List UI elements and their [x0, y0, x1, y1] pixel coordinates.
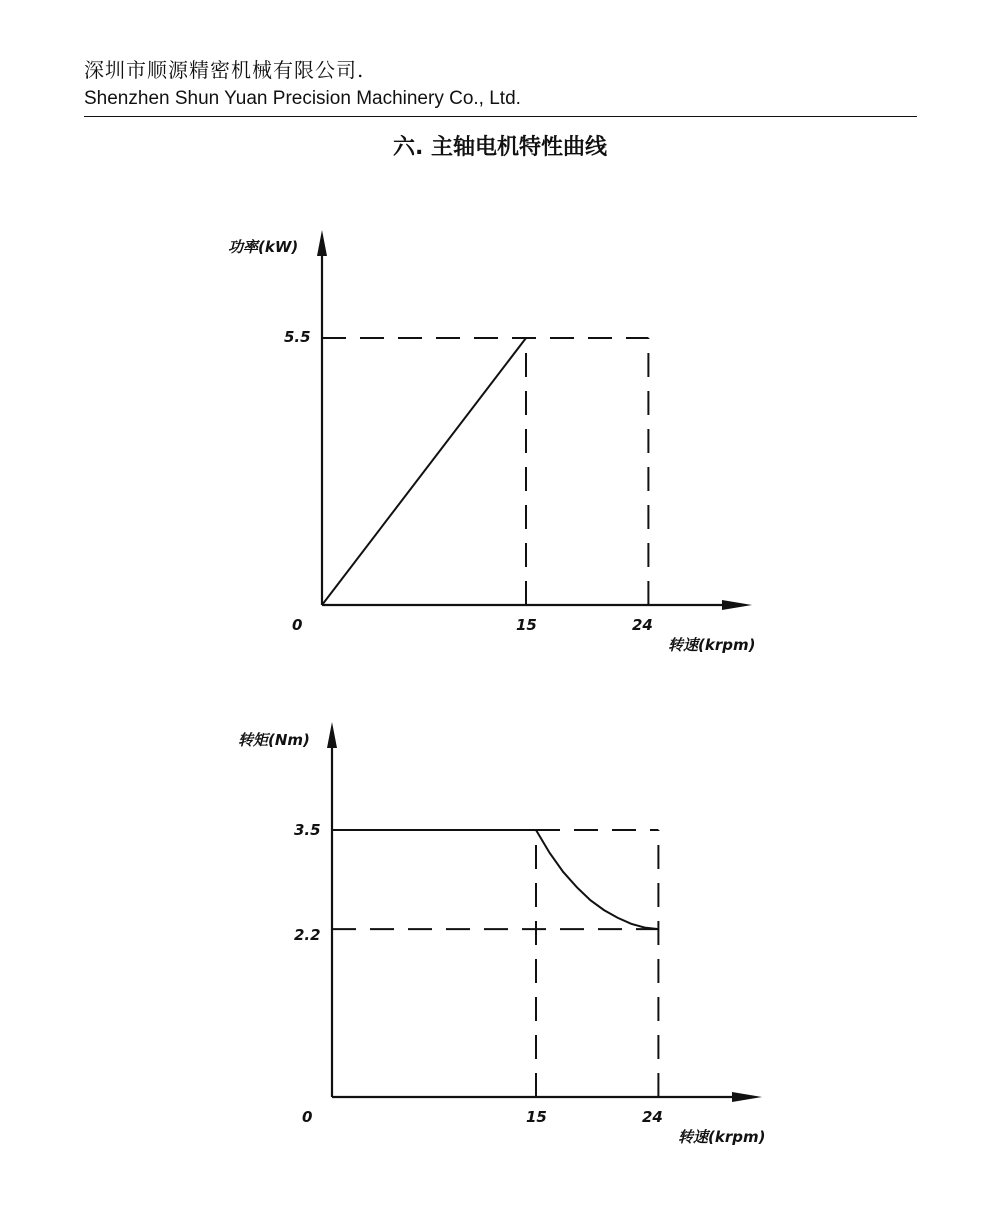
torque-falloff-curve	[536, 830, 658, 929]
x-axis-arrow	[732, 1092, 762, 1102]
power-chart-axes	[317, 230, 752, 610]
power-chart-series	[322, 338, 526, 605]
y-tick-label: 5.5	[284, 328, 311, 346]
company-name-english: Shenzhen Shun Yuan Precision Machinery Co., Ltd.	[84, 88, 521, 109]
power-ramp-line	[322, 338, 526, 605]
x-axis-label: 转速(krpm)	[678, 1128, 766, 1146]
torque-chart-labels	[238, 731, 765, 1146]
x-axis-label: 转速(krpm)	[668, 636, 756, 654]
torque-chart	[0, 700, 1000, 1170]
page-header	[84, 56, 916, 112]
power-chart-guides	[322, 338, 648, 605]
y-axis-label: 转矩(Nm)	[238, 731, 310, 749]
power-chart	[0, 200, 1000, 670]
section-title: 六. 主轴电机特性曲线	[392, 135, 608, 160]
company-name-chinese: 深圳市顺源精密机械有限公司.	[84, 58, 365, 82]
y-axis-arrow	[327, 722, 337, 748]
x-tick-label: 15	[526, 1108, 547, 1126]
x-tick-label: 24	[632, 616, 653, 634]
header-divider	[84, 116, 917, 117]
x-tick-label: 15	[516, 616, 537, 634]
torque-chart-guides	[332, 830, 658, 1097]
origin-label: 0	[302, 1108, 313, 1126]
y-axis-arrow	[317, 230, 327, 256]
y-tick-label: 3.5	[294, 821, 321, 839]
power-chart-labels	[228, 238, 755, 654]
x-axis-arrow	[722, 600, 752, 610]
origin-label: 0	[292, 616, 303, 634]
x-tick-label: 24	[642, 1108, 663, 1126]
torque-chart-axes	[327, 722, 762, 1102]
y-axis-label: 功率(kW)	[228, 238, 299, 256]
y-tick-label: 2.2	[294, 926, 321, 944]
torque-chart-series	[332, 830, 658, 929]
